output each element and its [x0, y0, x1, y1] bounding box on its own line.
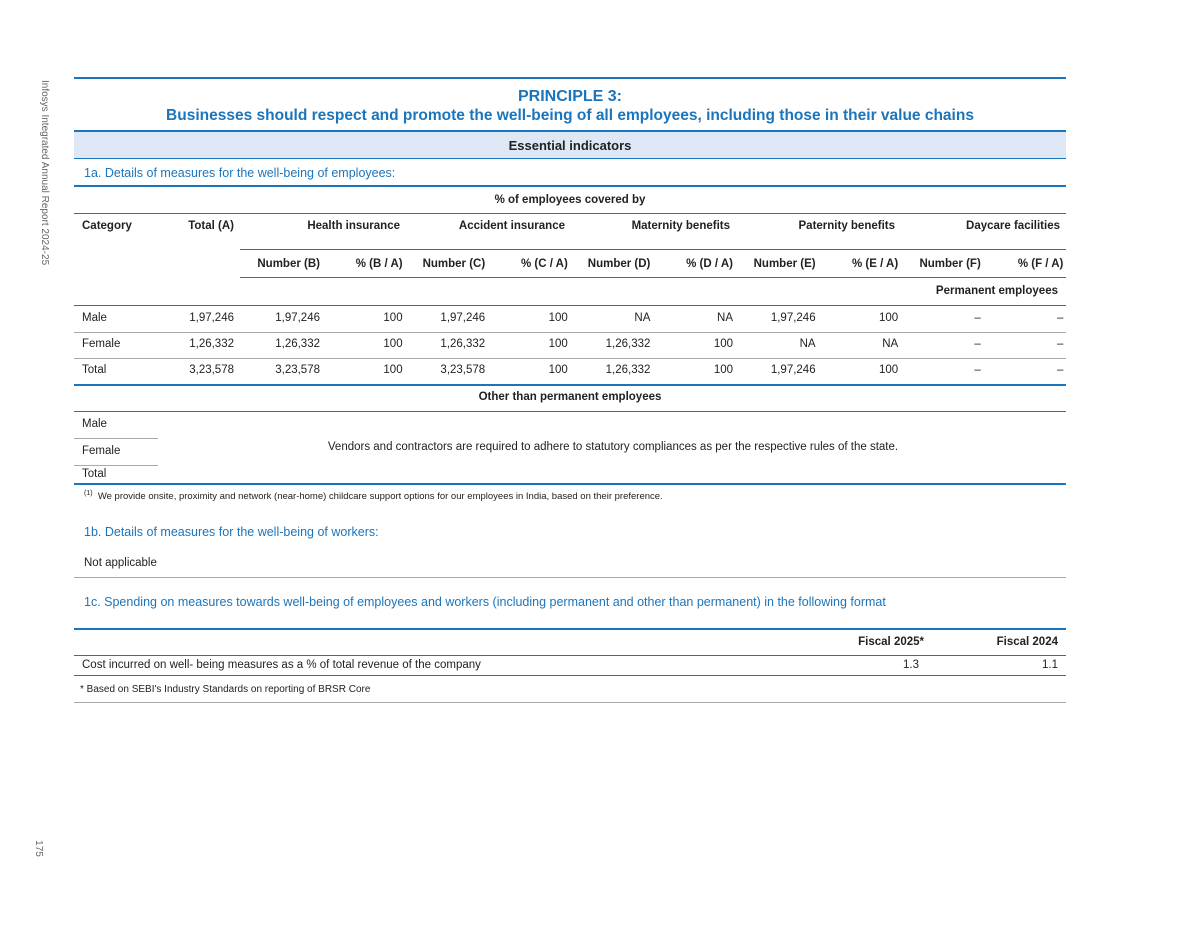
subheader-cell: Number (F)	[919, 258, 981, 270]
subheader-cell: % (F / A)	[1017, 258, 1064, 270]
table-cell: –	[1056, 364, 1064, 376]
spend-note: * Based on SEBI's Industry Standards on reporting of BRSR Core	[80, 684, 371, 695]
table-cell: NA	[882, 338, 899, 350]
principle-heading: PRINCIPLE 3:	[517, 88, 622, 105]
table-row	[74, 312, 1066, 328]
table-cell: 1,97,246	[275, 312, 320, 324]
question-1c: 1c. Spending on measures towards well-being of employees and workers (including permanent and other than permanent) in the following format	[84, 595, 886, 609]
table-cell: 100	[383, 338, 403, 350]
spend-label: Cost incurred on well- being measures as a % of total revenue of the company	[82, 659, 481, 671]
table-row	[74, 364, 1066, 380]
table-cell: 1,26,332	[189, 338, 234, 350]
report-title-side: Infosys Integrated Annual Report 2024-25	[39, 80, 50, 266]
table-cell: 1,26,332	[605, 364, 651, 376]
table-cell: Total	[82, 364, 107, 376]
col-paternity: Paternity benefits	[798, 220, 895, 232]
table-cell: 100	[548, 364, 568, 376]
table-cell: 1,97,246	[440, 312, 486, 324]
subheader-cell: Number (E)	[753, 258, 816, 270]
subheader-cell: % (C / A)	[520, 258, 568, 270]
table-cell: 3,23,578	[275, 364, 320, 376]
table-cell: 100	[548, 312, 568, 324]
table-cell: 3,23,578	[189, 364, 234, 376]
table-cell: 100	[713, 338, 733, 350]
table-cell: 1,26,332	[440, 338, 486, 350]
col-daycare: Daycare facilities	[966, 220, 1060, 232]
subheader-cell: Number (D)	[587, 258, 651, 270]
fiscal-2025-header: Fiscal 2025*	[858, 636, 924, 648]
table-cell: 1,26,332	[275, 338, 320, 350]
table-cell: NA	[799, 338, 816, 350]
other-employees-note: Vendors and contractors are required to adhere to statutory compliances as per the respective rules of the state.	[327, 441, 899, 453]
covered-by-heading: % of employees covered by	[494, 194, 646, 206]
fiscal-2024-header: Fiscal 2024	[996, 636, 1058, 648]
table-cell: 100	[548, 338, 568, 350]
subheader-cell: Number (C)	[422, 258, 486, 270]
table-cell: 1,97,246	[770, 364, 816, 376]
page-number: 175	[32, 840, 44, 857]
table-header	[74, 220, 1066, 236]
spend-fy25: 1.3	[903, 659, 919, 671]
table-cell: NA	[634, 312, 651, 324]
table-cell: 1,26,332	[605, 338, 651, 350]
table-cell: –	[974, 338, 981, 350]
table-cell: Female	[82, 338, 121, 350]
subheader-cell: % (D / A)	[686, 258, 733, 270]
spend-fy24: 1.1	[1042, 659, 1058, 671]
other-row-female: Female	[82, 445, 121, 457]
question-1a: 1a. Details of measures for the well-being of employees:	[84, 166, 396, 180]
table-cell: –	[974, 364, 981, 376]
principle-text: Businesses should respect and promote the well-being of all employees, including those in their value chains	[166, 107, 974, 124]
spend-row	[74, 659, 1066, 675]
permanent-employees-label: Permanent employees	[935, 285, 1058, 297]
subheader-cell: % (E / A)	[851, 258, 899, 270]
table-cell: –	[1056, 312, 1064, 324]
question-1b: 1b. Details of measures for the well-being of workers:	[84, 525, 379, 539]
other-employees-label: Other than permanent employees	[478, 391, 662, 403]
col-accident: Accident insurance	[458, 220, 565, 232]
table-cell: –	[1056, 338, 1064, 350]
table-cell: –	[974, 312, 981, 324]
table-cell: 100	[879, 364, 899, 376]
essential-indicators-band: Essential indicators	[74, 132, 1066, 159]
table-cell: 100	[383, 364, 403, 376]
table-row	[74, 338, 1066, 354]
col-maternity: Maternity benefits	[631, 220, 730, 232]
other-row-male: Male	[82, 418, 107, 430]
subheader-cell: Number (B)	[257, 258, 320, 270]
col-total: Total (A)	[188, 220, 234, 232]
table-cell: 1,97,246	[770, 312, 816, 324]
col-category: Category	[82, 220, 132, 232]
col-health: Health insurance	[307, 220, 400, 232]
footnote-mark: (1)	[84, 490, 93, 497]
q1b-answer: Not applicable	[84, 557, 157, 569]
table-cell: 100	[879, 312, 899, 324]
subheader-cell: % (B / A)	[355, 258, 403, 270]
footnote: We provide onsite, proximity and network (near-home) childcare support options for our employees in India, based on their preference.	[97, 491, 663, 503]
table-cell: 3,23,578	[440, 364, 486, 376]
table-cell: NA	[717, 312, 733, 324]
table-cell: 1,97,246	[189, 312, 234, 324]
table-cell: 100	[383, 312, 403, 324]
table-subheader	[74, 258, 1066, 274]
table-cell: Male	[82, 312, 107, 324]
table-cell: 100	[713, 364, 733, 376]
other-row-total: Total	[82, 468, 107, 480]
